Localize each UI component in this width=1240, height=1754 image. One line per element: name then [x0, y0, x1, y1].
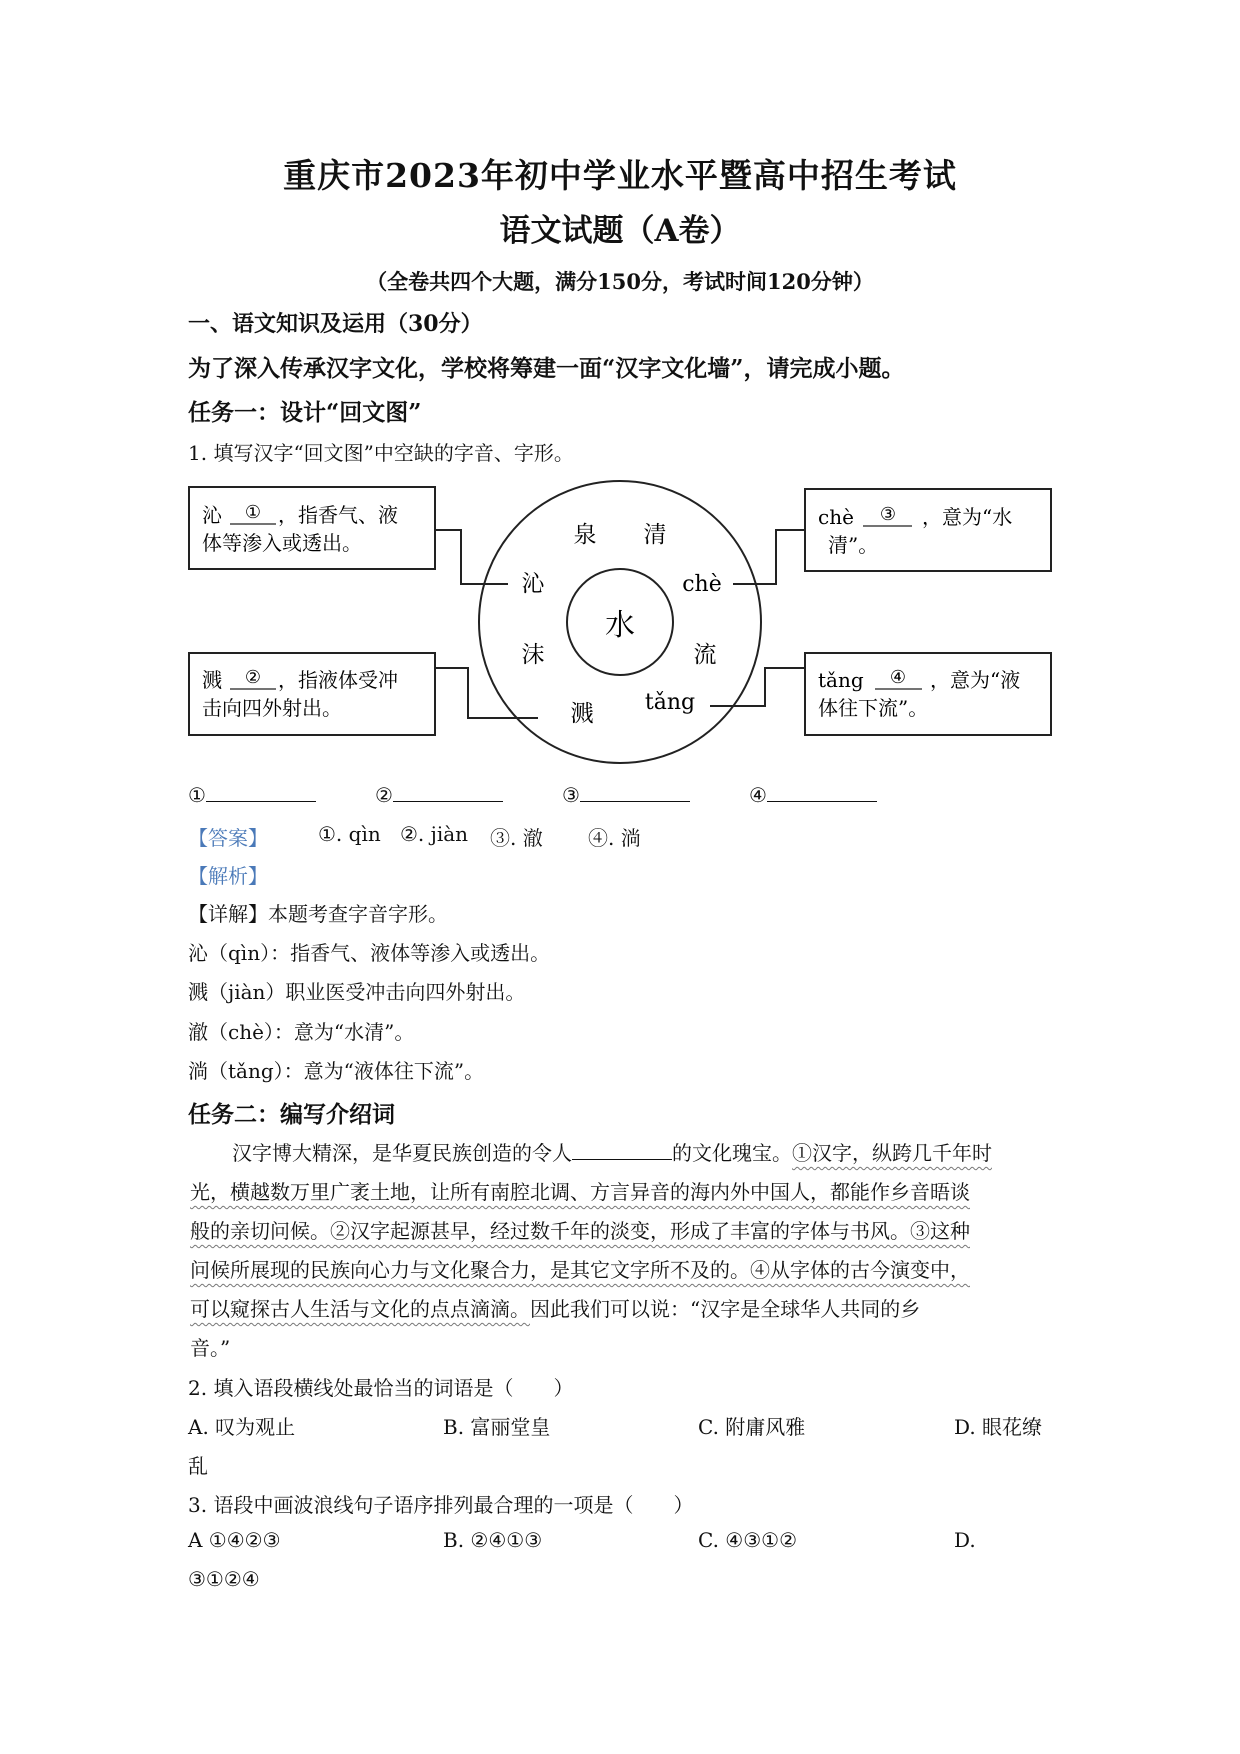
ring-char-mo: 沫 [521, 642, 545, 668]
box2-num: ② [244, 667, 262, 688]
box2-line2: 击向四外射出。 [202, 696, 342, 720]
box3-post: ，意为“水 [922, 505, 1013, 529]
exam-note: （全卷共四个大题，满分150分，考试时间120分钟） [366, 269, 874, 294]
detail-line: 【详解】本题考查字音字形。 [188, 902, 448, 926]
section-intro: 为了深入传承汉字文化，学校将筹建一面“汉字文化墙”，请完成小题。 [188, 355, 905, 382]
answer-blank-3: ③ [562, 783, 690, 807]
ring-char-qin: 沁 [521, 571, 545, 597]
box4-line2: 体往下流”。 [818, 696, 929, 720]
box1 [189, 487, 435, 569]
box1-num: ① [244, 502, 262, 523]
answer-3: ③. 澈 [490, 826, 543, 850]
connector-1 [435, 530, 508, 584]
q2-stem: 2. 填入语段横线处最恰当的词语是（ ） [188, 1376, 574, 1400]
center-char: 水 [605, 608, 635, 643]
section-heading: 一、语文知识及运用（30分） [188, 311, 483, 337]
task2-passage [190, 1134, 1060, 1368]
q3-stem: 3. 语段中画波浪线句子语序排列最合理的一项是（ ） [188, 1493, 694, 1517]
box4-pre: tǎng [818, 668, 864, 692]
q3-option-b[interactable]: B. ②④①③ [443, 1528, 543, 1552]
answer-blank-4: ④ [749, 783, 877, 807]
passage-line-3: 般的亲切问候。②汉字起源甚早，经过数千年的淡变，形成了丰富的字体与书风。③这种 [190, 1219, 970, 1243]
passage-line-5: 可以窥探古人生活与文化的点点滴滴。因此我们可以说：“汉字是全球华人共同的乡 [190, 1297, 921, 1321]
q3-option-c[interactable]: C. ④③①② [698, 1528, 798, 1552]
passage-line-4: 问候所展现的民族向心力与文化聚合力，是其它文字所不及的。④从字体的古今演变中， [190, 1258, 970, 1282]
ring-char-jian: 溅 [570, 701, 594, 727]
box1-post: ，指香气、液 [278, 503, 398, 527]
explain-line-1: 沁（qìn）：指香气、液体等渗入或透出。 [188, 941, 551, 965]
passage-line-2: 光，横越数万里广袤土地，让所有南腔北调、方言异音的海内外中国人，都能作乡音晤谈 [190, 1180, 970, 1204]
q2-option-a[interactable]: A. 叹为观止 [188, 1415, 296, 1439]
box2 [189, 653, 435, 735]
q3-option-a[interactable]: A ①④②③ [188, 1528, 281, 1552]
box3-pre: chè [818, 505, 854, 529]
explain-line-2: 溅（jiàn）职业医受冲击向四外射出。 [188, 980, 526, 1004]
q2-option-c[interactable]: C. 附庸风雅 [698, 1415, 806, 1439]
ring-char-liu: 流 [693, 642, 717, 668]
answer-2: ②. jiàn [400, 822, 469, 846]
box3-num: ③ [879, 504, 897, 525]
connector-2 [435, 668, 538, 718]
answer-blank-1: ① [188, 783, 316, 807]
box2-pre: 溅 [202, 668, 222, 692]
connector-4 [710, 668, 805, 706]
passage-line-1: 汉字博大精深，是华夏民族创造的令人 的文化瑰宝。①汉字，纵跨几千年时 [232, 1141, 992, 1165]
passage-line-6: 音。” [190, 1336, 231, 1360]
explain-line-4: 淌（tǎng）：意为“液体往下流”。 [188, 1059, 485, 1083]
analysis-label: 【解析】 [188, 864, 268, 888]
huiwen-diagram [180, 470, 1060, 770]
box2-post: ，指液体受冲 [278, 668, 398, 692]
q3-option-d-wrap: ③①②④ [188, 1567, 260, 1591]
box4-num: ④ [889, 667, 907, 688]
answer-4: ④. 淌 [588, 826, 641, 850]
box1-pre: 沁 [202, 503, 222, 527]
ring-char-che: chè [682, 572, 722, 597]
q3-option-d[interactable]: D. [954, 1528, 976, 1552]
explain-line-3: 澈（chè）：意为“水清”。 [188, 1020, 415, 1044]
answer-1: ①. qìn [318, 822, 381, 846]
connector-3 [733, 530, 805, 584]
exam-subtitle: 语文试题（A卷） [499, 213, 741, 249]
box4 [805, 653, 1051, 735]
ring-char-qing: 清 [643, 522, 667, 548]
task2-heading: 任务二：编写介绍词 [188, 1101, 395, 1128]
box3-line2: 清”。 [828, 533, 879, 557]
box4-post: ，意为“液 [930, 668, 1021, 692]
box1-line2: 体等渗入或透出。 [202, 531, 362, 555]
q2-option-d-wrap: 乱 [188, 1454, 208, 1478]
task1-heading: 任务一：设计“回文图” [188, 399, 422, 426]
ring-char-quan: 泉 [573, 522, 597, 548]
q2-option-d[interactable]: D. 眼花缭 [954, 1415, 1043, 1439]
exam-title: 重庆市2023年初中学业水平暨高中招生考试 [283, 156, 957, 195]
box3 [805, 489, 1051, 571]
answer-label: 【答案】 [188, 826, 268, 850]
ring-char-tang: tǎng [644, 690, 696, 715]
q2-option-b[interactable]: B. 富丽堂皇 [443, 1415, 551, 1439]
q1-stem: 1. 填写汉字“回文图”中空缺的字音、字形。 [188, 441, 574, 465]
answer-blank-2: ② [375, 783, 503, 807]
